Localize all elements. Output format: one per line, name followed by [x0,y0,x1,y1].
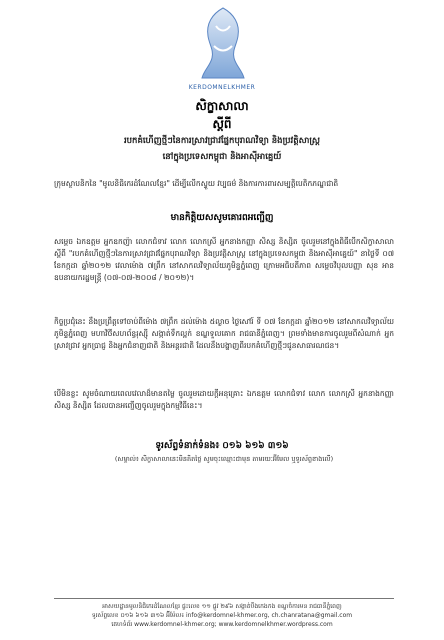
footer-contact: ទូរស័ព្ទលេខ ០១៦ ៦១៦ ៣១៦ អ៊ីម៉ែល៖ info@kerdomnel-khmer.org, ch.chanratana@gmail.com [91,612,353,619]
footer-websites: គេហទំព័រ www.kerdomnel-khmer.org; www.kerdomnelkhmer.wordpress.com [111,621,333,628]
body-paragraph-3: បើមិនខ្លះ សូមចំណាយពេលវេលាដ៏មានតម្លៃ ចូលរួមដោយក្ដីអនុគ្រោះ ឯកឧត្ដម លោកជំទាវ លោក លោកស្រី អ្នកនាងកញ្ញា សិស្ស និស្សិត ដែលបានអញ្ជើញចូលរួមក្នុងកម្មវិធីនេះ។ [54,389,394,410]
kerdomnelkhmer-logo [190,6,256,90]
footer-divider [54,598,394,599]
brand-name: KERDOMNELKHMER [188,84,256,91]
seminar-subtitle-line1: របកគំហើញថ្មីៗនៃការស្រាវជ្រាវផ្នែកបុរាណវិទ្យា និងប្រវត្តិសាស្ត្រ [123,136,321,146]
contact-note: (សម្គាល់៖ សិក្ខាសាលានេះមិនគិតថ្លៃ សូមចុះឈ្មោះជាមុន តាមរយៈអ៊ីមែល ឬទូរស័ព្ទខាងលើ) [114,455,334,463]
body-paragraph-2: កិច្ចប្រជុំនេះ នឹងប្រព្រឹត្តទៅចាប់ពីម៉ោង ៧ព្រឹក ដល់ម៉ោង ៥ល្ងាច ថ្ងៃសៅរ៍ ទី ០៧ ខែកក្កដា ឆ្នាំ២០១២ នៅសាកលវិទ្យាល័យភូមិន្ទភ្នំពេញ មហាវិថីសហព័ន្ធរុស្ស៊ី សង្កាត់ទឹកល្អក់ ខណ្ឌទួលគោក រាជធានីភ្នំពេញ។ ព្រមទាំងមានការចូលរួមពីសំណាក់ អ្នកស្រាវជ្រាវ អ្នកប្រាជ្ញ និងអ្នកជំនាញជាតិ និងអន្តរជាតិ ដែលនឹងបង្ហាញពីរបកគំហើញថ្មីៗជូនសាធារណជន។ [54,317,394,350]
seminar-subtitle-line2: នៅក្នុងប្រទេសកម្ពុជា និងអាស៊ីអាគ្នេយ៍ [162,152,282,162]
document-title: សិក្ខាសាលា [195,99,249,113]
contact-phone: ទូរស័ព្ទទំនាក់ទំនង៖ ០១៦ ៦១៦ ៣១៦ [155,441,289,451]
intro-paragraph: ក្រុមស្ថាបនិកនៃ "មូលនិធិកេរដំណែលខ្មែរ" ដើម្បីលើកស្ទួយ វប្បធម៌ និងការការពារសម្បត្តិបេតិកភណ្ឌជាតិ [54,179,339,188]
body-paragraph-1: សម្ដេច ឯកឧត្ដម អ្នកឧកញ៉ា លោកជំទាវ លោក លោកស្រី អ្នកនាងកញ្ញា សិស្ស និស្សិត ចូលរួមនៅក្នុងពិធីបើកសិក្ខាសាលាស្ដីពី "របកគំហើញថ្មីៗនៃការស្រាវជ្រាវផ្នែកបុរាណវិទ្យា និងប្រវត្តិសាស្ត្រ នៅក្នុងប្រទេសកម្ពុជា និងអាស៊ីអាគ្នេយ៍" នាថ្ងៃទី ០៧ ខែកក្កដា ឆ្នាំ២០១២ វេលាម៉ោង ៧ព្រឹក នៅសាកលវិទ្យាល័យភូមិន្ទភ្នំពេញ ក្រោមអធិបតីភាព សម្ដេចវិបុលបញ្ញា សុខ អាន ឧបនាយករដ្ឋមន្ត្រី (០៧-០៧-២០០៨ / ២០១២)។ [54,237,394,282]
document-title-subject: ស្ដីពី [212,117,232,131]
footer-address: អាសយដ្ឋានមូលនិធិកេរដំណែលខ្មែរ ផ្ទះលេខ ១១ ផ្លូវ ២៩៦ សង្កាត់បឹងកេងកង ខណ្ឌចំការមន រាជធានីភ្នំពេញ [102,603,342,610]
invitation-heading: មានកិត្តិយសសូមគោរពអញ្ជើញ [170,213,274,223]
